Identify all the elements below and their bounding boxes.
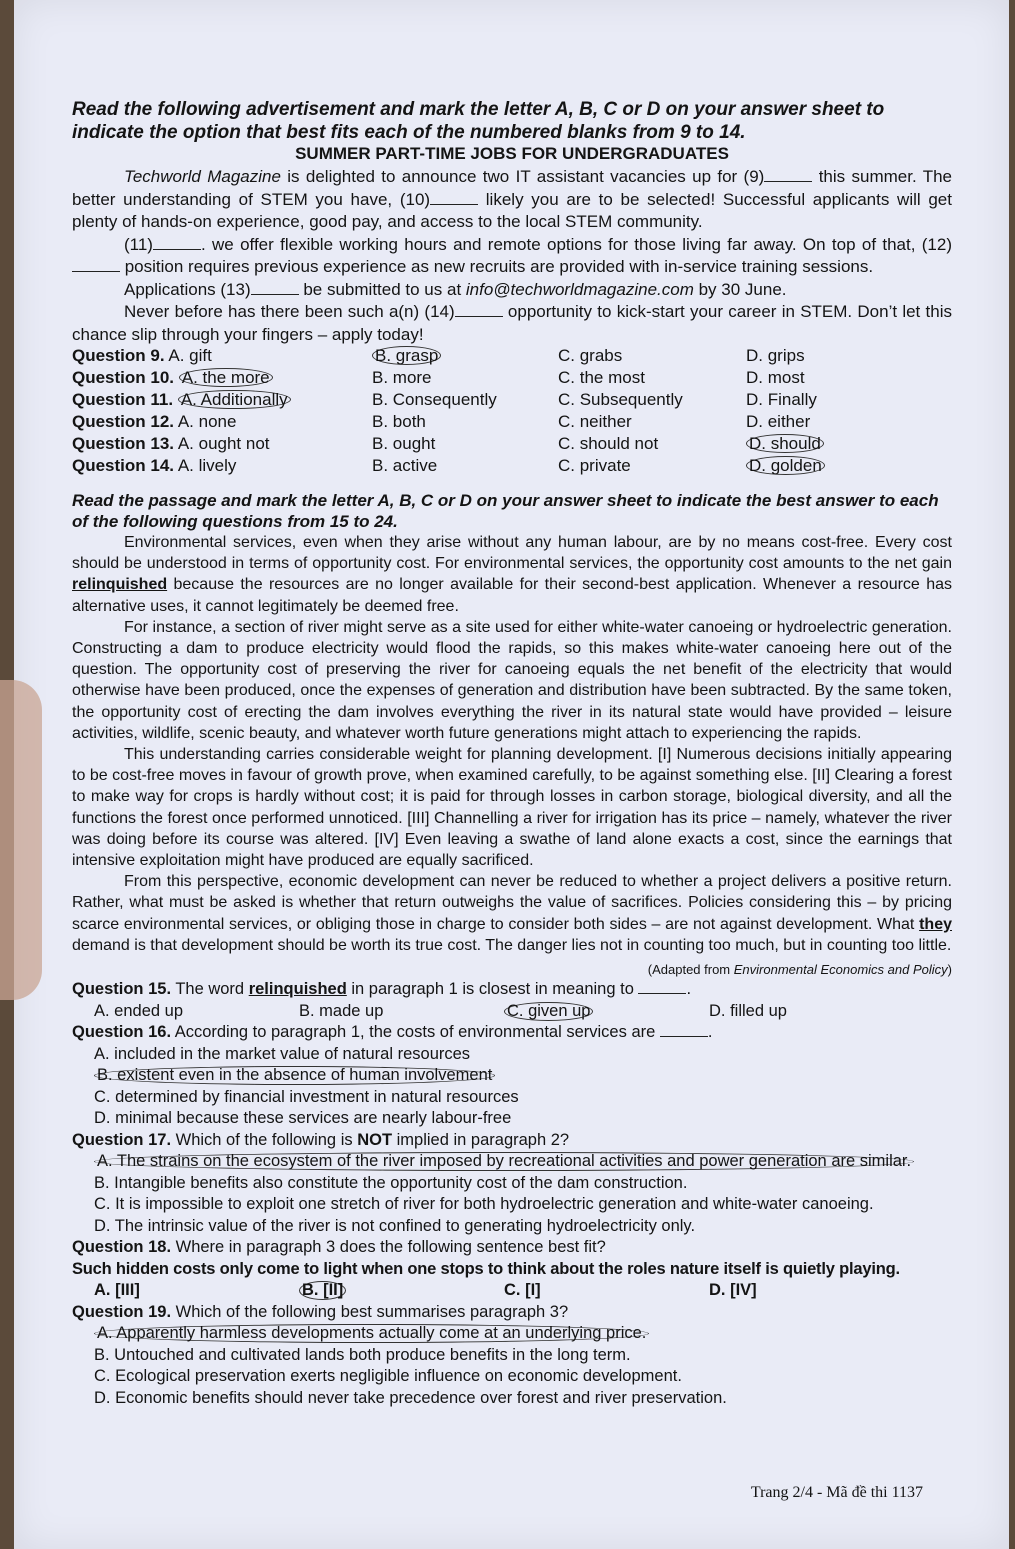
question-18-options bbox=[72, 1280, 952, 1302]
blank-12 bbox=[72, 270, 120, 272]
ad-text: by 30 June. bbox=[693, 279, 787, 299]
question-19 bbox=[72, 1302, 952, 1324]
option-b[interactable]: B. Intangible benefits also constitute the opportunity cost of the dam construction. bbox=[94, 1173, 688, 1192]
blank-14 bbox=[455, 315, 503, 317]
highlighted-word: relinquished bbox=[248, 980, 347, 999]
option-d[interactable]: D. minimal because these services are nearly labour-free bbox=[94, 1109, 512, 1128]
question-9-cell bbox=[72, 346, 372, 368]
option-a[interactable]: A. ended up bbox=[94, 1001, 183, 1020]
question-label: Question 16. bbox=[72, 1023, 172, 1042]
blank-9 bbox=[764, 180, 812, 182]
passage-text: Environmental services, even when they arise without any human labour, are by no means cost-free. Every cost should be understood in terms of opportunity cost. For environmental services, the opportunity cost amounts to the net gain bbox=[72, 534, 952, 573]
question-label: Question 9. bbox=[72, 346, 165, 365]
section1-instruction: Read the following advertisement and mark the letter A, B, C or D on your answer sheet to indicate the option that best fits each of the numbered blanks from 9 to 14. bbox=[72, 99, 885, 143]
option-c[interactable]: C. determined by financial investment in natural resources bbox=[94, 1087, 519, 1106]
option-c[interactable]: C. private bbox=[558, 456, 631, 475]
ad-text: opportunity to kick-start your career in STEM. Don’t let this chance slip through your fingers – apply today! bbox=[72, 302, 952, 344]
question-text: Which of the following best summarises paragraph 3? bbox=[171, 1302, 569, 1321]
option-a[interactable]: A. none bbox=[177, 412, 237, 431]
question-text: The word bbox=[171, 980, 249, 999]
answer-blank bbox=[638, 992, 686, 994]
passage-text: From this perspective, economic development can never be reduced to whether a project delivers a positive return. Rather, what must be asked is whether that return outweighs the value of sacrifices. Policies considering this – by pricing scarce environmental services, or obliging those in charge to consider both sides – are not against development. What bbox=[72, 873, 952, 933]
ad-paragraph-3 bbox=[72, 279, 952, 302]
question-text: Where in paragraph 3 does the following sentence best fit? bbox=[171, 1238, 606, 1257]
option-d[interactable]: D. [IV] bbox=[709, 1281, 757, 1300]
option-a[interactable]: A. ought not bbox=[177, 434, 270, 453]
question-17 bbox=[72, 1130, 952, 1152]
option-a[interactable]: A. included in the market value of natural resources bbox=[94, 1044, 471, 1063]
ad-text: Never before has there been such a(n) (14) bbox=[124, 302, 455, 321]
ad-text: this summer. The better understanding of STEM you have, (10) bbox=[72, 167, 953, 209]
option-d-cell bbox=[746, 456, 952, 478]
option-a[interactable]: A. gift bbox=[168, 346, 212, 365]
option-b-cell bbox=[372, 346, 558, 368]
option-d[interactable]: D. most bbox=[746, 368, 805, 387]
option-c[interactable]: C. It is impossible to exploit one stretch of river for both hydroelectric generation and white-water canoeing. bbox=[94, 1195, 874, 1214]
option-c-circled[interactable]: C. given up bbox=[504, 1002, 593, 1021]
option-a[interactable]: A. lively bbox=[177, 456, 237, 475]
ad-paragraph-1 bbox=[72, 166, 952, 234]
ad-text: likely you are to be selected! Successful applicants will get plenty of hands-on experience, good pay, and access to the local STEM community. bbox=[72, 189, 952, 231]
option-a-line bbox=[72, 1323, 952, 1345]
question-11-cell bbox=[72, 390, 372, 412]
question-text: implied in paragraph 2? bbox=[392, 1130, 570, 1149]
question-row-12 bbox=[72, 412, 952, 434]
answer-blank bbox=[660, 1035, 708, 1037]
option-c[interactable]: C. the most bbox=[558, 368, 645, 387]
questions-9-14-table bbox=[72, 346, 952, 478]
question-16 bbox=[72, 1022, 952, 1044]
page-content bbox=[72, 98, 952, 1409]
passage-text: demand is that development should be worth its true cost. The danger lies not in counting too much, but in counting too little. bbox=[72, 936, 952, 954]
source-text: (Adapted from bbox=[647, 962, 734, 978]
blank-13 bbox=[251, 293, 299, 295]
question-row-10 bbox=[72, 368, 952, 390]
option-c[interactable]: C. should not bbox=[558, 434, 659, 453]
ad-text: (11) bbox=[124, 234, 153, 254]
passage-text: because the resources are no longer available for their second-best application. Whenever a resource has alternative uses, it cannot legitimately be deemed free. bbox=[72, 576, 952, 615]
question-label: Question 17. bbox=[72, 1130, 172, 1149]
option-a-circled[interactable]: A. The strains on the ecosystem of the river imposed by recreational activities and power generation are similar. bbox=[94, 1152, 914, 1171]
option-c[interactable]: C. grabs bbox=[558, 346, 623, 365]
ad-text: is delighted to announce two IT assistant vacancies up for (9) bbox=[280, 167, 765, 186]
source-book-title: Environmental Economics and Policy bbox=[733, 962, 948, 978]
option-d[interactable]: D. Finally bbox=[746, 390, 817, 409]
passage-paragraph-4 bbox=[72, 871, 952, 956]
question-label: Question 12. bbox=[72, 412, 175, 431]
finger-shadow bbox=[0, 680, 42, 1000]
email-address: info@techworldmagazine.com bbox=[465, 279, 694, 299]
emphasis-not: NOT bbox=[357, 1130, 393, 1149]
option-d-cell bbox=[746, 434, 952, 456]
advertisement-title: SUMMER PART-TIME JOBS FOR UNDERGRADUATES bbox=[295, 144, 729, 163]
ad-text: position requires previous experience as new recruits are provided with in-service training sessions. bbox=[120, 257, 874, 276]
question-12-cell bbox=[72, 412, 372, 434]
option-a-circled[interactable]: A. the more bbox=[179, 368, 273, 387]
blank-10 bbox=[430, 203, 478, 205]
option-c[interactable]: C. [I] bbox=[504, 1281, 541, 1300]
section2-instruction: Read the passage and mark the letter A, B, C or D on your answer sheet to indicate the best answer to each of the following questions from 15 to 24. bbox=[72, 491, 939, 531]
question-row-11 bbox=[72, 390, 952, 412]
question-label: Question 10. bbox=[72, 368, 175, 387]
option-b[interactable]: B. active bbox=[372, 456, 438, 475]
question-text: . bbox=[707, 1023, 713, 1042]
option-b-circled[interactable]: B. [II] bbox=[299, 1281, 346, 1300]
question-row-13 bbox=[72, 434, 952, 456]
highlighted-word: they bbox=[919, 915, 952, 933]
option-d[interactable]: D. The intrinsic value of the river is not confined to generating hydroelectricity only. bbox=[94, 1216, 696, 1235]
ad-text: be submitted to us at bbox=[298, 279, 466, 299]
option-b-circled[interactable]: B. existent even in the absence of human involvement bbox=[94, 1066, 495, 1085]
question-text: in paragraph 1 is closest in meaning to bbox=[346, 980, 639, 999]
question-15-options bbox=[72, 1001, 952, 1023]
option-b[interactable]: B. made up bbox=[299, 1001, 384, 1020]
passage-paragraph-2: For instance, a section of river might serve as a site used for either white-water canoeing or hydroelectric generation. Constructing a dam to produce electricity would flood the rapids, so this makes white-water canoeing here out of the question. The opportunity cost of preserving the river for canoeing equals the net benefit of the electricity that would otherwise have been produced, once the expenses of generation and distribution have been subtracted. By the same token, the opportunity cost of erecting the dam involves everything the river in its natural state would have provided – leisure activities, wildlife, scenic beauty, and whatever worth future generations might attach to experiencing the rapids. bbox=[72, 618, 952, 742]
option-b[interactable]: B. Untouched and cultivated lands both produce benefits in the long term. bbox=[94, 1345, 631, 1364]
ad-text: Applications (13) bbox=[124, 279, 251, 299]
option-b-circled[interactable]: B. grasp bbox=[372, 346, 441, 365]
question-13-cell bbox=[72, 434, 372, 456]
question-18 bbox=[72, 1237, 952, 1259]
blank-11 bbox=[153, 248, 201, 250]
option-d[interactable]: D. either bbox=[746, 412, 811, 431]
magazine-name: Techworld Magazine bbox=[124, 167, 281, 186]
ad-text: . we offer flexible working hours and remote options for those living far away. On top of that, (12) bbox=[200, 234, 952, 254]
source-text: ) bbox=[947, 962, 952, 978]
question-label: Question 11. bbox=[72, 390, 174, 409]
passage-paragraph-3: This understanding carries considerable weight for planning development. [I] Numerous decisions initially appearing to be cost-free moves in favour of growth prove, when examined carefully, to be against something else. [II] Clearing a forest to make way for crops is hardly without cost; it is paid for through losses in carbon storage, biological diversity, and all the functions the forest once performed unnoticed. [III] Channelling a river for irrigation has its price – namely, whatever the river was doing before its course was altered. [IV] Even leaving a swathe of land alone exacts a cost, since the earnings that intensive exploitation might have produced are equally sacrificed. bbox=[72, 746, 952, 870]
option-a-circled[interactable]: A. Additionally bbox=[178, 390, 291, 409]
option-d[interactable]: D. filled up bbox=[709, 1001, 787, 1020]
question-10-cell bbox=[72, 368, 372, 390]
option-d-circled[interactable]: D. golden bbox=[746, 456, 825, 475]
question-label: Question 13. bbox=[72, 434, 175, 453]
ad-paragraph-2 bbox=[72, 234, 952, 279]
option-b[interactable]: B. Consequently bbox=[372, 390, 497, 409]
question-label: Question 18. bbox=[72, 1238, 172, 1257]
option-d[interactable]: D. Economic benefits should never take precedence over forest and river preservation. bbox=[94, 1388, 727, 1407]
question-label: Question 14. bbox=[72, 456, 175, 475]
question-row-14 bbox=[72, 456, 952, 478]
option-b-cell bbox=[299, 1280, 504, 1302]
question-15 bbox=[72, 979, 952, 1001]
option-b[interactable]: B. more bbox=[372, 368, 432, 387]
question-text: . bbox=[686, 980, 692, 999]
question-row-9 bbox=[72, 346, 952, 368]
option-b[interactable]: B. ought bbox=[372, 434, 436, 453]
question-text: Which of the following is bbox=[171, 1130, 358, 1149]
option-c[interactable]: C. neither bbox=[558, 412, 632, 431]
ad-paragraph-4 bbox=[72, 301, 952, 346]
option-a-line bbox=[72, 1151, 952, 1173]
question-text: According to paragraph 1, the costs of environmental services are bbox=[171, 1023, 660, 1042]
option-c[interactable]: C. Subsequently bbox=[558, 390, 683, 409]
question-label: Question 19. bbox=[72, 1302, 172, 1321]
option-c-cell bbox=[504, 1001, 709, 1023]
option-a-circled[interactable]: A. Apparently harmless developments actually come at an underlying price. bbox=[94, 1324, 649, 1343]
option-d[interactable]: D. grips bbox=[746, 346, 805, 365]
insert-sentence: Such hidden costs only come to light when one stops to think about the roles nature itself is quietly playing. bbox=[72, 1259, 900, 1278]
option-a[interactable]: A. [III] bbox=[94, 1281, 140, 1300]
option-d-circled[interactable]: D. should bbox=[746, 434, 824, 453]
question-label: Question 15. bbox=[72, 980, 172, 999]
highlighted-word: relinquished bbox=[72, 576, 168, 594]
option-b[interactable]: B. both bbox=[372, 412, 426, 431]
passage-paragraph-1 bbox=[72, 532, 952, 617]
question-14-cell bbox=[72, 456, 372, 478]
source-citation bbox=[72, 962, 952, 977]
page-footer: Trang 2/4 - Mã đề thi 1137 bbox=[750, 1484, 923, 1501]
option-b-line bbox=[72, 1065, 952, 1087]
option-c[interactable]: C. Ecological preservation exerts negligible influence on economic development. bbox=[94, 1367, 682, 1386]
